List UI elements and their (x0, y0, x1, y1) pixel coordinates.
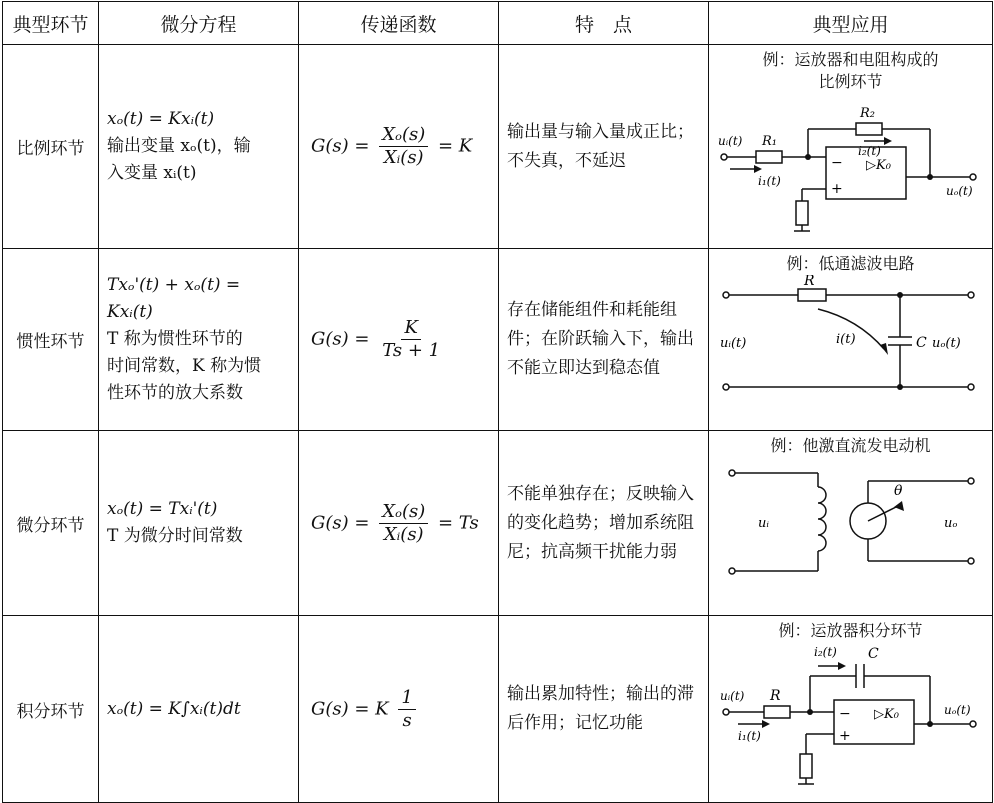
feature-text: 输出量与输入量成正比；不失真，不延迟 (499, 45, 709, 249)
tf-lhs: G(s) = (311, 328, 370, 350)
tf-denominator: Xᵢ(s) (383, 147, 424, 168)
tf-numerator: K (401, 317, 420, 340)
transfer-function (299, 45, 499, 249)
label-plus: + (830, 181, 843, 197)
label-ui: uᵢ (757, 516, 769, 531)
label-ui: uᵢ(t) (719, 336, 746, 351)
label-c: C (915, 335, 927, 351)
label-i1: i₁(t) (757, 174, 781, 188)
tf-fraction (379, 317, 443, 362)
eq-line: 时间常数，K 称为惯 (107, 356, 262, 376)
tf-numerator: Xₒ(s) (379, 124, 428, 147)
element-name: 惯性环节 (3, 249, 99, 431)
label-uo: uₒ (943, 516, 957, 531)
dc-generator-circuit (718, 457, 984, 591)
feature-text: 输出累加特性；输出的滞后作用；记忆功能 (499, 616, 709, 803)
application-cell (709, 249, 993, 431)
label-i2: i₂(t) (813, 645, 837, 659)
table-row (3, 431, 993, 616)
label-r: R (769, 688, 781, 704)
header-transfer-function: 传递函数 (299, 2, 499, 45)
eq-line: 输出变量 xₒ(t)，输 (107, 136, 251, 156)
tf-fraction (398, 687, 415, 732)
table-row (3, 616, 993, 803)
label-uo: uₒ(t) (945, 184, 973, 198)
tf-denominator: s (402, 709, 412, 731)
header-name: 典型环节 (3, 2, 99, 45)
typical-elements-table (2, 1, 993, 803)
tf-fraction (379, 124, 428, 169)
label-i: i(t) (835, 332, 856, 347)
differential-equation (99, 45, 299, 249)
label-plus: + (838, 728, 851, 744)
tf-denominator: Xᵢ(s) (383, 523, 424, 545)
label-i2: i₂(t) (857, 144, 881, 158)
tf-rhs: = K (437, 135, 473, 157)
label-c: C (867, 646, 879, 662)
table-row (3, 249, 993, 431)
label-ui: uᵢ(t) (719, 689, 744, 703)
feature-text: 存在储能组件和耗能组件；在阶跃输入下，输出不能立即达到稳态值 (499, 249, 709, 431)
example-title: 比例环节 (818, 72, 883, 91)
label-ui: uᵢ(t) (717, 134, 742, 148)
transfer-function (299, 249, 499, 431)
eq-line: Kxᵢ(t) (107, 302, 153, 322)
differential-equation (99, 249, 299, 431)
example-title: 例：他激直流发电动机 (770, 436, 931, 455)
label-theta: θ (893, 483, 902, 499)
header-row (3, 2, 993, 45)
element-name: 比例环节 (3, 45, 99, 249)
application-cell (709, 45, 993, 249)
eq-line: xₒ(t) = K∫xᵢ(t)dt (107, 698, 241, 719)
opamp-proportional-circuit (718, 93, 984, 233)
transfer-function (299, 431, 499, 616)
label-k0: ▷K₀ (865, 158, 891, 173)
label-i1: i₁(t) (737, 729, 761, 743)
tf-denominator: Ts + 1 (382, 340, 441, 361)
label-uo: uₒ(t) (931, 336, 961, 351)
application-cell (709, 616, 993, 803)
tf-rhs: = Ts (437, 512, 479, 533)
example-title: 例：低通滤波电路 (786, 254, 915, 273)
label-r2: R₂ (859, 106, 875, 121)
feature-text: 不能单独存在；反映输入的变化趋势；增加系统阻尼；抗高频干扰能力弱 (499, 431, 709, 616)
tf-lhs: G(s) = (311, 135, 370, 157)
table-row (3, 45, 993, 249)
element-name: 微分环节 (3, 431, 99, 616)
tf-lhs: G(s) = K (311, 698, 389, 719)
lowpass-filter-circuit (718, 275, 984, 407)
label-minus: − (830, 155, 843, 171)
eq-line: 入变量 xᵢ(t) (107, 163, 197, 183)
opamp-integrator-circuit (718, 642, 984, 788)
eq-line: Txₒ'(t) + xₒ(t) = (107, 275, 241, 295)
transfer-function (299, 616, 499, 803)
eq-line: xₒ(t) = Txᵢ'(t) (107, 499, 218, 519)
differential-equation (99, 616, 299, 803)
eq-line: T 称为惯性环节的 (107, 329, 243, 349)
header-features: 特 点 (499, 2, 709, 45)
label-k0: ▷K₀ (873, 707, 899, 722)
application-cell (709, 431, 993, 616)
label-minus: − (838, 706, 851, 722)
example-title: 例：运放器积分环节 (778, 621, 923, 640)
example-title: 例：运放器和电阻构成的 (762, 50, 939, 69)
tf-numerator: Xₒ(s) (379, 501, 428, 524)
eq-line: T 为微分时间常数 (107, 526, 243, 546)
differential-equation (99, 431, 299, 616)
eq-line: xₒ(t) = Kxᵢ(t) (107, 109, 215, 129)
eq-line: 性环节的放大系数 (107, 383, 243, 403)
label-uo: uₒ(t) (943, 703, 971, 717)
tf-numerator: 1 (398, 687, 415, 710)
header-differential-equation: 微分方程 (99, 2, 299, 45)
label-r1: R₁ (761, 134, 777, 149)
header-application: 典型应用 (709, 2, 993, 45)
label-r: R (803, 275, 815, 289)
element-name: 积分环节 (3, 616, 99, 803)
tf-fraction (379, 501, 428, 546)
tf-lhs: G(s) = (311, 512, 370, 533)
